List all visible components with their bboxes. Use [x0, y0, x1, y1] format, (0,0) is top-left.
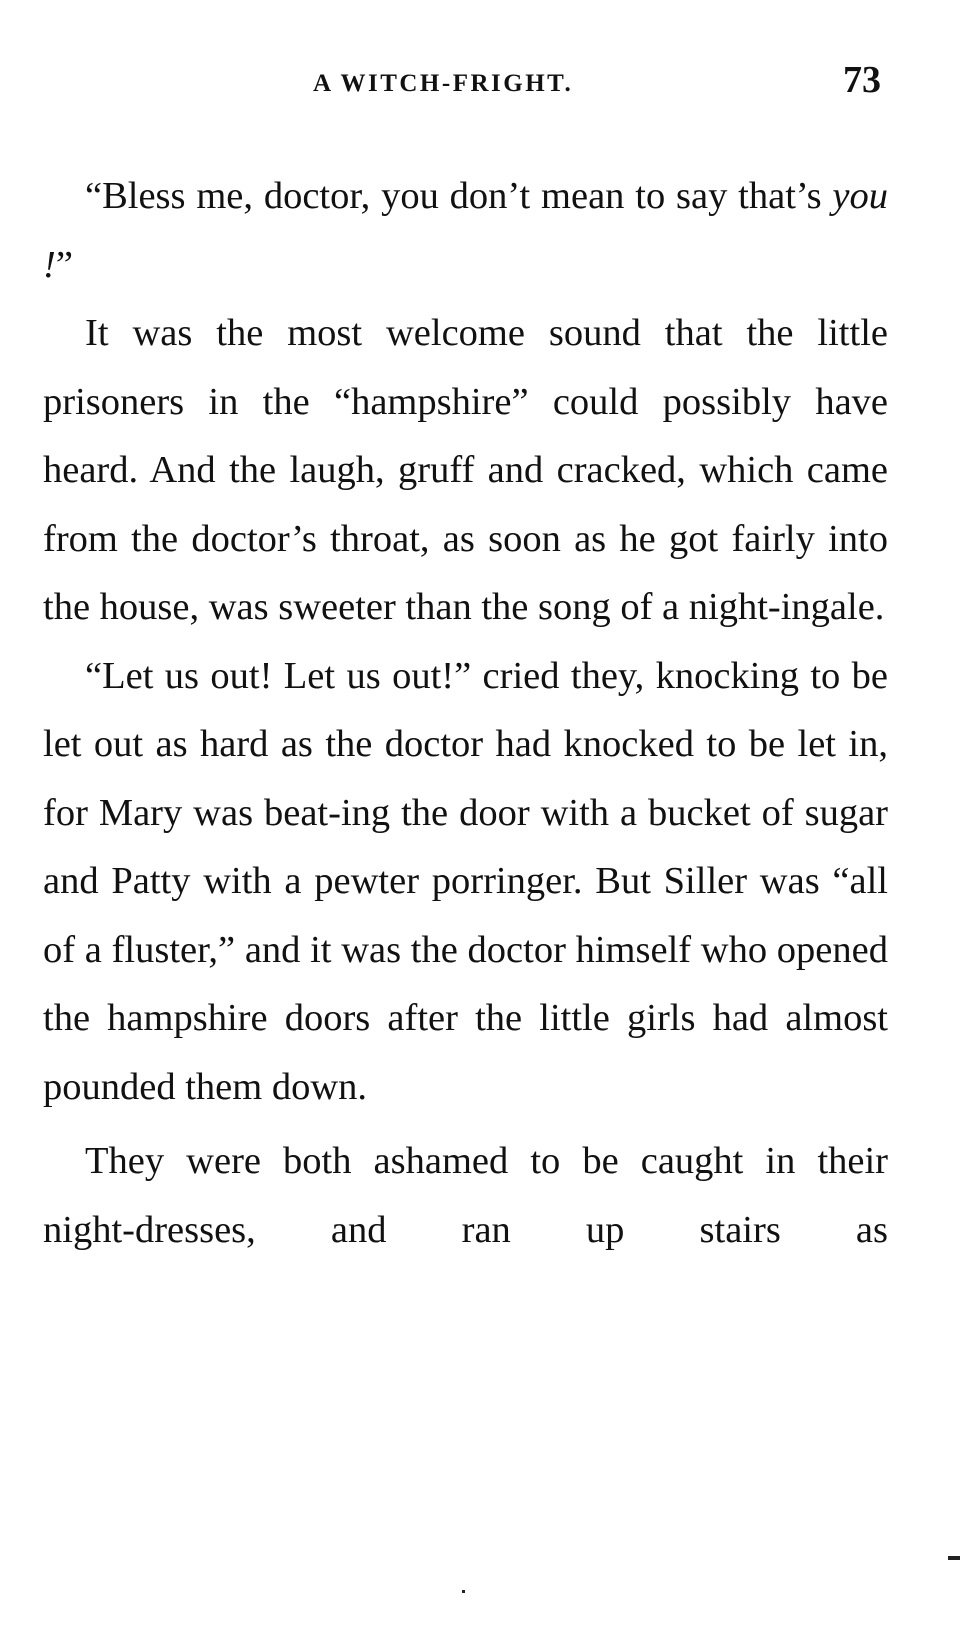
paragraph-3: “Let us out! Let us out!” cried they, knocking to be let out as hard as the doctor had knocked to be let in, for Mary was beat-ing the door with a bucket of sugar and Patty with a pewter porringer. But Siller was “all of a fluster,” and it was the doctor himself who opened the hampshire doors after the little girls had almost pounded them down. [43, 654, 888, 1108]
paragraph-4: They were both ashamed to be caught in their night-dresses, and ran up stairs as [43, 1140, 888, 1251]
running-title: A WITCH-FRIGHT. [313, 70, 574, 97]
print-speck [462, 1590, 465, 1593]
page-number: 73 [843, 59, 881, 101]
body-text [43, 162, 888, 1264]
paragraph-1 [43, 162, 888, 299]
paragraph-1-close: ” [55, 243, 73, 286]
paragraph-1-text: “Bless me, doctor, you don’t mean to say that’s [85, 175, 833, 217]
print-speck [948, 1556, 960, 1560]
page-header [0, 58, 980, 110]
paragraph-2: It was the most welcome sound that the little prisoners in the “hampshire” could possibly have heard. And the laugh, gruff and cracked, which came from the doctor’s throat, as soon as he got fairly into the house, was sweeter than the song of a night-ingale. [43, 312, 888, 628]
paragraph-1-italic: you ! [43, 175, 888, 286]
